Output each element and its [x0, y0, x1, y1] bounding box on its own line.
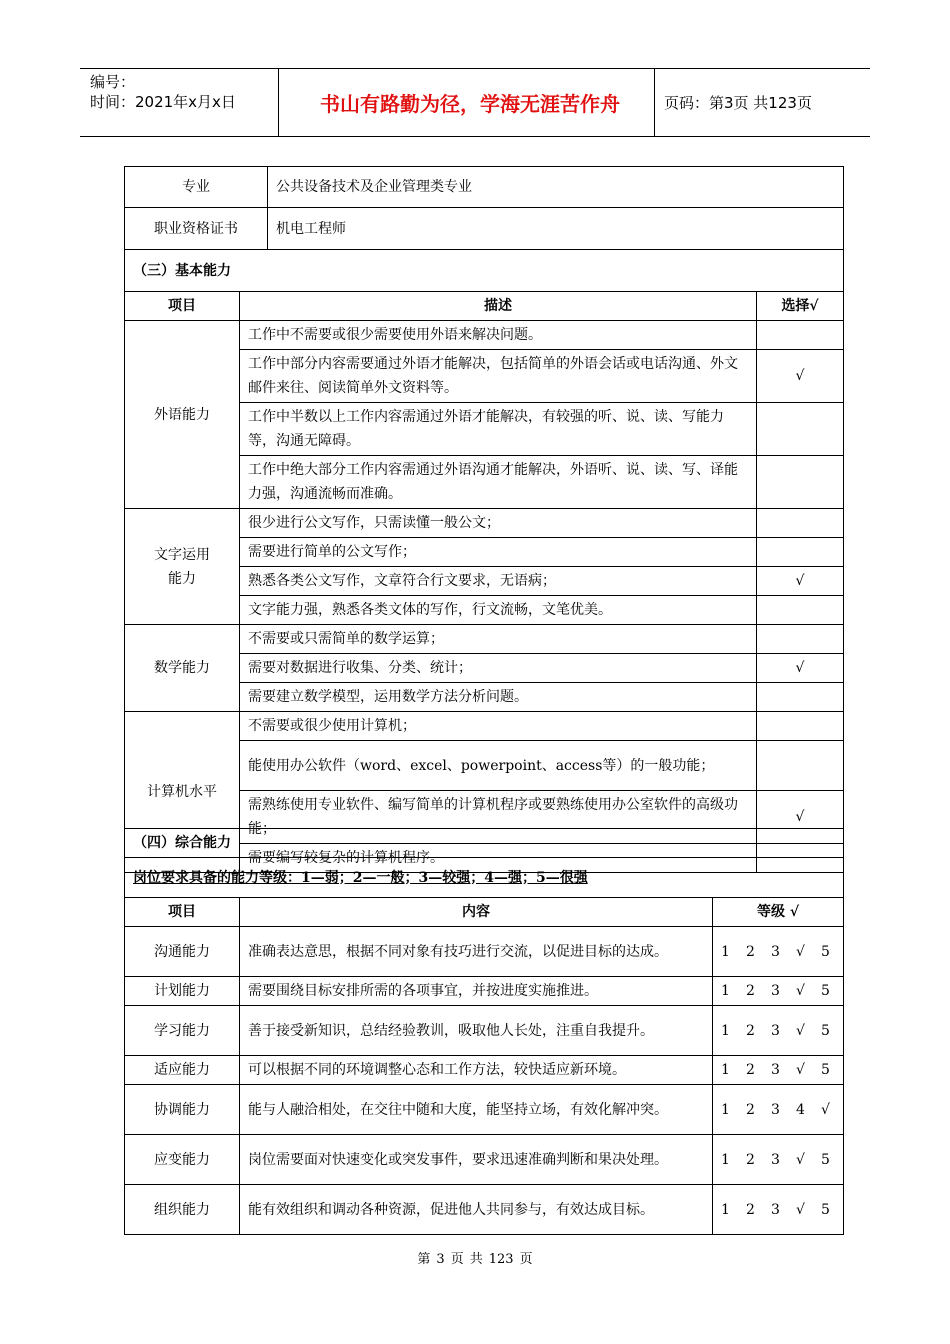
check-mark: [757, 538, 844, 567]
doc-number: 编号：: [90, 73, 136, 91]
ability-content: 可以根据不同的环境调整心态和工作方法，较快适应新环境。: [240, 1056, 713, 1085]
level-rating: [713, 1085, 844, 1135]
footer-page-number: 3: [436, 1252, 445, 1267]
ability-content: 善于接受新知识，总结经验教训，吸取他人长处，注重自我提升。: [240, 1006, 713, 1056]
level-mark: 2: [746, 1201, 755, 1218]
doc-time: 时间：2021年x月x日: [90, 93, 236, 111]
table-row: [125, 509, 844, 538]
level-mark: 1: [721, 943, 730, 960]
footer-text: 第: [417, 1252, 431, 1267]
column-header: 描述: [240, 292, 757, 321]
level-mark: 3: [771, 1022, 780, 1039]
level-rating: [713, 977, 844, 1006]
table-row: [125, 1185, 844, 1235]
level-mark: 5: [821, 943, 830, 960]
header-page-info: 页码：第3页 共123页: [664, 93, 812, 112]
level-mark: √: [796, 943, 805, 960]
comprehensive-ability-table: [124, 828, 844, 1235]
ability-content: 准确表达意思，根据不同对象有技巧进行交流，以促进目标的达成。: [240, 927, 713, 977]
table-row: [125, 1085, 844, 1135]
ability-desc: 很少进行公文写作，只需读懂一般公文；: [240, 509, 757, 538]
ability-desc: 文字能力强，熟悉各类文体的写作，行文流畅，文笔优美。: [240, 596, 757, 625]
check-mark: [757, 509, 844, 538]
section-title: （三）基本能力: [125, 250, 844, 292]
level-mark: 3: [771, 1151, 780, 1168]
table-row: [125, 927, 844, 977]
ability-desc: 需要对数据进行收集、分类、统计；: [240, 654, 757, 683]
level-mark: 3: [771, 1062, 780, 1078]
column-header: 项目: [125, 898, 240, 927]
ability-desc: 需要进行简单的公文写作；: [240, 538, 757, 567]
level-mark: 3: [771, 1201, 780, 1218]
column-header: 等级 √: [713, 898, 844, 927]
level-mark: 3: [771, 1101, 780, 1118]
info-row: [125, 167, 844, 208]
level-mark: 2: [746, 1151, 755, 1168]
check-mark: [757, 741, 844, 791]
level-mark: √: [796, 1201, 805, 1218]
footer-total-pages: 123: [488, 1252, 514, 1267]
level-mark: 1: [721, 983, 730, 999]
level-mark: 1: [721, 1101, 730, 1118]
header-divider: [278, 68, 279, 136]
ability-content: 能与人融洽相处，在交往中随和大度，能坚持立场，有效化解冲突。: [240, 1085, 713, 1135]
level-mark: 5: [821, 983, 830, 999]
ability-desc: 工作中部分内容需要通过外语才能解决，包括简单的外语会话或电话沟通、外文邮件来往、阅读简单外文资料等。: [240, 350, 757, 403]
level-rating: [713, 1135, 844, 1185]
check-mark: [757, 456, 844, 509]
ability-name: 文字运用能力: [125, 509, 240, 625]
level-mark: √: [796, 1062, 805, 1078]
level-mark: 3: [771, 983, 780, 999]
footer-text: 共: [469, 1252, 483, 1267]
info-table: [124, 166, 844, 250]
level-mark: √: [821, 1101, 830, 1118]
level-mark: 4: [796, 1101, 805, 1118]
level-mark: 2: [746, 1062, 755, 1078]
level-mark: 1: [721, 1151, 730, 1168]
table-row: [125, 1056, 844, 1085]
check-mark: [757, 712, 844, 741]
ability-desc: 能使用办公软件（word、excel、powerpoint、access等）的一般功能；: [240, 741, 757, 791]
level-mark: √: [796, 1151, 805, 1168]
ability-desc: 需熟练使用专业软件、编写简单的计算机程序或要熟练使用办公室软件的高级功能；: [240, 791, 757, 844]
level-mark: 1: [721, 1022, 730, 1039]
ability-name: 组织能力: [125, 1185, 240, 1235]
ability-desc: 需要建立数学模型，运用数学方法分析问题。: [240, 683, 757, 712]
table-row: [125, 712, 844, 741]
ability-desc: 不需要或很少使用计算机；: [240, 712, 757, 741]
level-mark: 3: [771, 943, 780, 960]
ability-desc: 不需要或只需简单的数学运算；: [240, 625, 757, 654]
ability-desc: 熟悉各类公文写作，文章符合行文要求，无语病；: [240, 567, 757, 596]
ability-name: 协调能力: [125, 1085, 240, 1135]
ability-content: 岗位需要面对快速变化或突发事件，要求迅速准确判断和果决处理。: [240, 1135, 713, 1185]
table-row: [125, 625, 844, 654]
check-mark: √: [757, 654, 844, 683]
level-mark: 5: [821, 1201, 830, 1218]
scale-note: 岗位要求具备的能力等级：1—弱；2—一般；3—较强；4—强；5—很强: [133, 869, 588, 886]
level-mark: 1: [721, 1201, 730, 1218]
section-title: （四）综合能力: [125, 829, 844, 858]
header-meta: [90, 72, 236, 112]
ability-desc: 工作中半数以上工作内容需通过外语才能解决，有较强的听、说、读、写能力等，沟通无障碍。: [240, 403, 757, 456]
level-rating: [713, 1185, 844, 1235]
level-mark: √: [796, 983, 805, 999]
level-mark: 2: [746, 1101, 755, 1118]
table-row: [125, 977, 844, 1006]
info-label: 专业: [125, 167, 268, 208]
ability-name: 数学能力: [125, 625, 240, 712]
level-rating: [713, 1006, 844, 1056]
ability-name: 沟通能力: [125, 927, 240, 977]
ability-name: 外语能力: [125, 321, 240, 509]
ability-content: 能有效组织和调动各种资源，促进他人共同参与，有效达成目标。: [240, 1185, 713, 1235]
info-value: 公共设备技术及企业管理类专业: [268, 167, 844, 208]
table-row: [125, 321, 844, 350]
level-mark: 1: [721, 1062, 730, 1078]
info-label: 职业资格证书: [125, 208, 268, 250]
level-mark: 5: [821, 1151, 830, 1168]
check-mark: [757, 321, 844, 350]
ability-name: 学习能力: [125, 1006, 240, 1056]
footer-text: 页: [519, 1252, 533, 1267]
ability-name: 计划能力: [125, 977, 240, 1006]
check-mark: √: [757, 791, 844, 844]
level-mark: 5: [821, 1062, 830, 1078]
ability-content: 需要围绕目标安排所需的各项事宜，并按进度实施推进。: [240, 977, 713, 1006]
header-motto: 书山有路勤为径，学海无涯苦作舟: [320, 91, 620, 116]
check-mark: [757, 683, 844, 712]
table-row: [125, 1006, 844, 1056]
level-mark: √: [796, 1022, 805, 1039]
ability-desc: 工作中绝大部分工作内容需通过外语沟通才能解决，外语听、说、读、写、译能力强，沟通流畅而准确。: [240, 456, 757, 509]
page-footer: [0, 1248, 950, 1267]
level-rating: [713, 927, 844, 977]
check-mark: [757, 596, 844, 625]
footer-text: 页: [450, 1252, 464, 1267]
column-header: 内容: [240, 898, 713, 927]
header-bottom-rule: [80, 136, 870, 137]
info-value: 机电工程师: [268, 208, 844, 250]
check-mark: √: [757, 350, 844, 403]
check-mark: [757, 403, 844, 456]
table-row: [125, 1135, 844, 1185]
check-mark: [757, 625, 844, 654]
column-header: 项目: [125, 292, 240, 321]
ability-name: 计算机水平: [125, 712, 240, 873]
level-mark: 2: [746, 943, 755, 960]
ability-desc: 工作中不需要或很少需要使用外语来解决问题。: [240, 321, 757, 350]
level-mark: 5: [821, 1022, 830, 1039]
ability-name: 应变能力: [125, 1135, 240, 1185]
ability-desc: 需要编写较复杂的计算机程序。: [240, 844, 757, 873]
ability-name: 适应能力: [125, 1056, 240, 1085]
level-mark: 2: [746, 1022, 755, 1039]
level-rating: [713, 1056, 844, 1085]
basic-ability-table: [124, 249, 844, 873]
check-mark: √: [757, 567, 844, 596]
column-header: 选择√: [757, 292, 844, 321]
info-row: [125, 208, 844, 250]
level-mark: 2: [746, 983, 755, 999]
